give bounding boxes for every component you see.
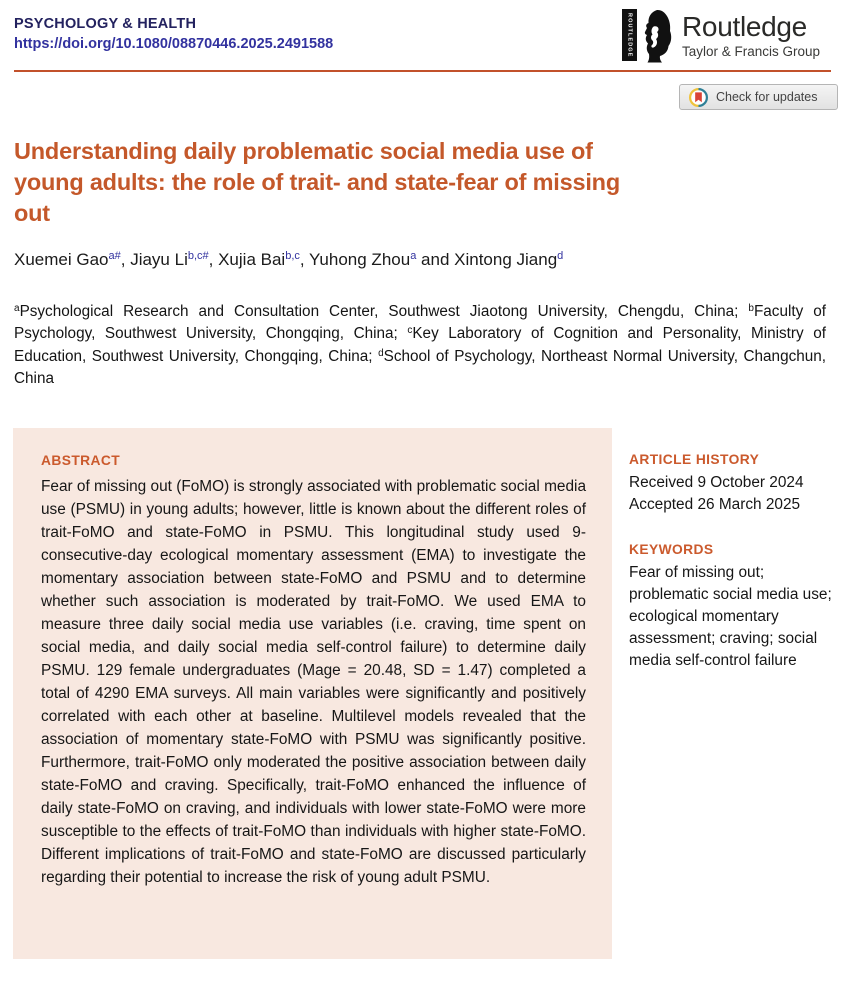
abstract-section [13, 428, 612, 959]
affiliation-marker: b [748, 303, 754, 314]
author-affiliation-marker: a# [108, 250, 121, 262]
author-affiliation-marker: a [410, 250, 417, 262]
publisher-tagline: Taylor & Francis Group [682, 44, 821, 59]
publisher-brand: Routledge [682, 11, 807, 42]
author-separator: , [120, 250, 131, 269]
crossmark-icon [689, 88, 708, 107]
doi-link[interactable]: https://doi.org/10.1080/08870446.2025.2491588 [14, 36, 334, 52]
author-name: Yuhong Zhou [309, 250, 411, 269]
author-name: Xintong Jiang [454, 250, 558, 269]
author [130, 250, 218, 269]
received-date: Received 9 October 2024 [629, 474, 804, 491]
author-name: Xuemei Gao [14, 250, 109, 269]
page-title [14, 136, 826, 229]
accepted-date: Accepted 26 March 2025 [629, 496, 801, 513]
check-for-updates-label: Check for updates [716, 90, 818, 104]
authors-line [14, 250, 826, 270]
author-affiliation-marker: b,c [285, 250, 300, 262]
routledge-logo [620, 7, 835, 63]
author-separator: and [416, 250, 455, 269]
author-separator: , [208, 250, 219, 269]
check-for-updates-button[interactable] [679, 84, 838, 110]
affiliation-text: Faculty of Psychology, Southwest University, Chongqing, China; [14, 303, 827, 343]
routledge-face-icon [639, 9, 675, 63]
header-divider [14, 70, 831, 72]
title-line: Understanding daily problematic social media use of [14, 138, 593, 164]
author-affiliation-marker: b,c# [187, 250, 209, 262]
journal-name: PSYCHOLOGY & HEALTH [14, 16, 197, 32]
abstract-heading: ABSTRACT [41, 453, 121, 468]
article-history-heading: ARTICLE HISTORY [629, 452, 760, 467]
author-name: Xujia Bai [218, 250, 286, 269]
author [218, 250, 309, 269]
affiliation-marker: c [407, 325, 413, 337]
title-line: out [14, 200, 50, 226]
affiliation-text: Psychological Research and Consultation Center, Southwest Jiaotong University, Chengdu, China; [19, 303, 749, 320]
author-affiliation-marker: d [557, 250, 564, 262]
keywords-text: Fear of missing out; problematic social media use; ecological momentary assessment; craving; social media self-control failure [629, 564, 832, 669]
keywords-heading: KEYWORDS [629, 542, 714, 557]
author [14, 250, 130, 269]
author [454, 250, 563, 269]
routledge-vertical-text: ROUTLEDGE [626, 12, 633, 58]
author [309, 250, 454, 269]
author-name: Jiayu Li [130, 250, 188, 269]
abstract-text: Fear of missing out (FoMO) is strongly associated with problematic social media use (PSMU) in young adults; however, little is known about the different roles of trait-FoMO and state-FoMO in PSMU. This longitudinal study used 9-consecutive-day ecological momentary assessment (EMA) to investigate the momentary association between state-FoMO and PSMU and to determine whether such association is moderated by trait-FoMO. We used EMA to measure three daily social media use variables (i.e. craving, time spent on social media, and daily social media self-control failure) to determine daily PSMU. 129 female undergraduates (Mage = 20.48, SD = 1.47) completed a total of 4290 EMA surveys. All main variables were significantly and positively correlated with each other at baseline. Multilevel models revealed that the association of momentary state-FoMO with PSMU was significantly positive. Furthermore, trait-FoMO only moderated the positive association between daily state-FoMO and craving. Specifically, trait-FoMO enhanced the influence of daily state-FoMO on craving, and individuals with lower state-FoMO were more susceptible to the effects of trait-FoMO than individuals with higher state-FoMO. Different implications of trait-FoMO and state-FoMO are discussed particularly regarding their potential to increase the risk of young adult PSMU. [41, 478, 586, 886]
author-separator: , [299, 250, 310, 269]
affiliation-text: School of Psychology, Northeast Normal University, Changchun, China [14, 347, 826, 388]
affiliation-text: Key Laboratory of Cognition and Personality, Ministry of Education, Southwest University, Chongqing, China; [14, 325, 826, 365]
affiliations [14, 301, 826, 391]
affiliation-marker: d [378, 347, 384, 359]
routledge-logo-bar [622, 9, 637, 61]
title-line: young adults: the role of trait- and state-fear of missing [14, 169, 620, 195]
article-info-sidebar [629, 452, 833, 672]
affiliation-marker: a [14, 303, 20, 314]
